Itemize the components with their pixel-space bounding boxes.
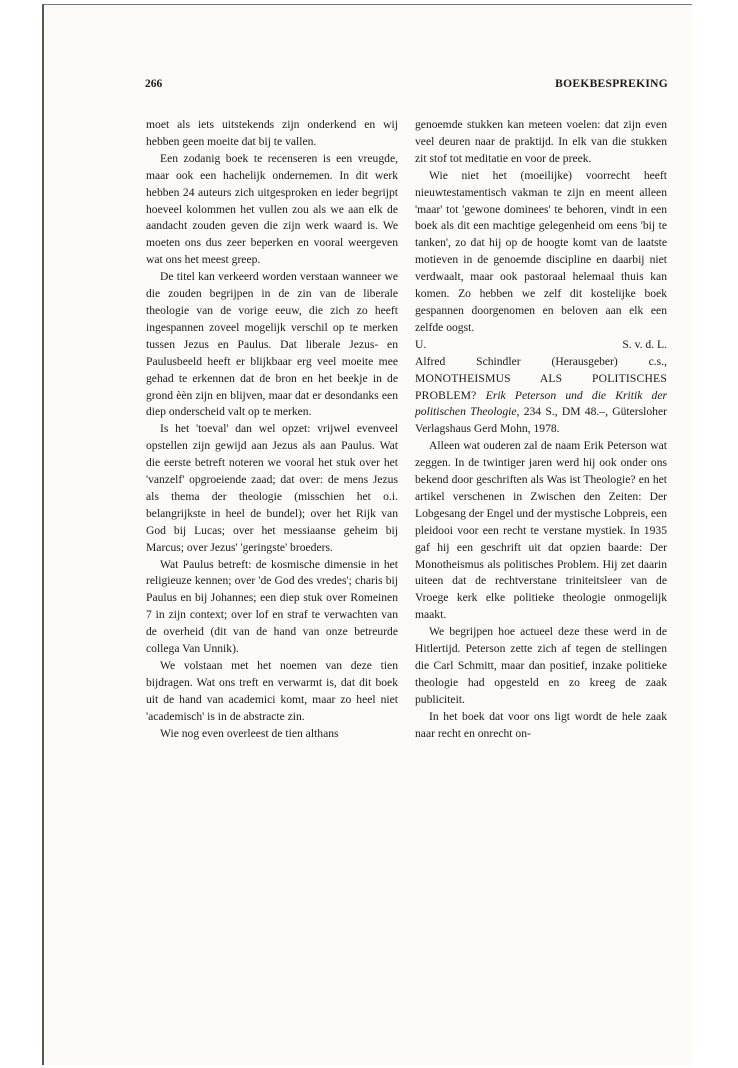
- left-column: [146, 117, 398, 743]
- paragraph: Is het 'toeval' dan wel opzet: vrijwel evenveel opstellen zijn gewijd aan Jezus als aan Paulus. Wat die eerste betreft noteren we vooral het stuk over het 'vanzelf' opgroeiende zaad; dat over: de mens Jezus als thema der theologie (misschien het o.i. belangrijkste in heel de bundel); over het Rijk van God bij Lucas; over het messiaanse geheim bij Marcus; over Jezus' 'geringste' broeders.: [146, 422, 398, 554]
- paragraph: Wat Paulus betreft: de kosmische dimensie in het religieuze kennen; over 'de God des vredes'; charis bij Paulus en bij Johannes; een diep stuk over Romeinen 7 in zijn context; over lof en straf te verwachten van de overheid (dit van de hand van onze betreurde collega Van Unnik).: [146, 557, 398, 656]
- signature-place: U.: [415, 337, 427, 351]
- signature-initials: S. v. d. L.: [622, 337, 667, 351]
- paragraph: We begrijpen hoe actueel deze these werd in de Hitlertijd. Peterson zette zich af tegen de stellingen die Carl Schmitt, maar dan positief, inzake politieke theologie had opgesteld en zo kreeg de zaak publiciteit.: [415, 625, 667, 706]
- bibliographic-entry: [415, 354, 667, 439]
- book-editor: Alfred Schindler (Herausgeber) c.s.,: [415, 354, 667, 368]
- book-title: MONOTHEISMUS ALS POLITISCHES PROBLEM?: [415, 371, 667, 402]
- book-subtitle: Erik Peterson und die Kritik der politischen Theologie,: [415, 388, 667, 419]
- running-title: BOEKBESPREKING: [555, 78, 668, 90]
- page-header: [145, 78, 668, 96]
- page-number: 266: [145, 78, 163, 90]
- paragraph: We volstaan met het noemen van deze tien bijdragen. Wat ons treft en verwarmt is, dat dit boek uit de hand van academici komt, maar zo heel niet 'academisch' is in de abstracte zin.: [146, 659, 398, 723]
- paragraph: De titel kan verkeerd worden verstaan wanneer we die zouden begrijpen in de zin van de liberale theologie van de vorige eeuw, die zich zo heeft ingespannen zoveel mogelijk verschil op te merken tussen Jezus en Paulus. Dat liberale Jezus- en Paulusbeeld heeft er blijkbaar erg veel moeite mee gehad te erkennen dat de bron en het beekje in de grond èèn zijn en blijven, maar dat er desondanks een diep onderscheid valt op te merken.: [146, 270, 398, 419]
- paragraph: genoemde stukken kan meteen voelen: dat zijn even veel deuren naar de praktijd. In elk van die stukken zit stof tot meditatie en voor de preek.: [415, 118, 667, 165]
- book-details: 234 S., DM 48.–, Gütersloher Verlagshaus Gerd Mohn, 1978.: [415, 405, 667, 436]
- paragraph: Wie niet het (moeilijke) voorrecht heeft nieuwtestamentisch vakman te zijn en meent alleen 'maar' tot 'gewone dominees' te behoren, vindt in een boek als dit een machtige gelegenheid om eens 'bij te tanken', zo dat hij op de hoogte komt van de laatste motieven in de genoemde discipline en daarbij niet verdwaalt, maar ook pastoraal helemaal thuis kan komen. Zo hebben we zelf dit kostelijke boek gespannen doorgenomen en beloven aan elk een zelfde oogst.: [415, 168, 667, 334]
- paragraph: Alleen wat ouderen zal de naam Erik Peterson wat zeggen. In de twintiger jaren werd hij ook onder ons bekend door geschriften als Was ist Theologie? en het artikel verschenen in Zwischen den Zeiten: Der Lobgesang der Engel und der mystische Lobpreis, een pleidooi voor een recht te verstane mystiek. In 1935 gaf hij een geschrift uit dat opzien baarde: Der Monotheismus als politisches Problem. Hij zet daarin uiteen dat de rechtverstane triniteitsleer van de Vroege kerk elke politieke theologie onmogelijk maakt.: [415, 439, 667, 622]
- review-signature: [415, 337, 667, 354]
- paragraph: Een zodanig boek te recenseren is een vreugde, maar ook een hachelijk ondernemen. In dit werk hebben 24 auteurs zich uitgesproken en ieder begrijpt hoeveel kolommen het vullen zou als we aan elk de aandacht zouden geven die zijn werk waard is. We moeten ons dus zeer beperken en vooral weergeven wat ons het meest greep.: [146, 151, 398, 267]
- paragraph: moet als iets uitstekends zijn onderkend en wij hebben geen moeite dat bij te vallen.: [146, 118, 398, 148]
- paragraph: In het boek dat voor ons ligt wordt de hele zaak naar recht en onrecht on-: [415, 709, 667, 740]
- right-column: [415, 117, 667, 743]
- paragraph: Wie nog even overleest de tien althans: [160, 726, 339, 740]
